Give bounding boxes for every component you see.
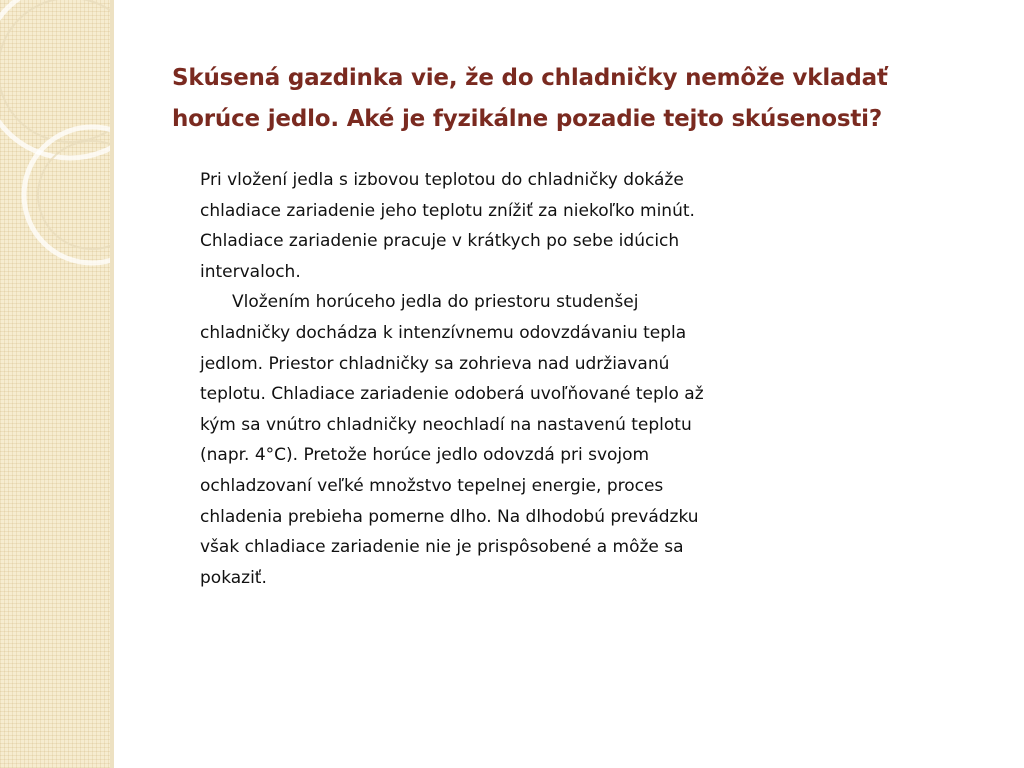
side-panel-edge [110,0,114,768]
body-paragraph-1: Pri vložení jedla s izbovou teplotou do chladničky dokáže chladiace zariadenie jeho teplotu znížiť za niekoľko minút. Chladiace zariadenie pracuje v krátkych po sebe idúcich intervaloch. [200,170,695,282]
slide-title-line-2: horúce jedlo. Aké je fyzikálne pozadie tejto skúsenosti? [172,106,882,132]
slide-title-line-1: Skúsená gazdinka vie, že do chladničky nemôže vkladať [172,65,888,91]
body-paragraph-2: Vložením horúceho jedla do priestoru studenšej chladničky dochádza k intenzívnemu odovzdávaniu tepla jedlom. Priestor chladničky sa zohrieva nad udržiavanú teplotu. Chladiace zariadenie odoberá uvoľňované teplo až kým sa vnútro chladničky neochladí na nastavenú teplotu (napr. 4°C). Pretože horúce jedlo odovzdá pri svojom ochladzovaní veľké množstvo tepelnej energie, proces chladenia prebieha pomerne dlho. Na dlhodobú prevádzku však chladiace zariadenie nie je prispôsobené a môže sa pokaziť. [200,292,704,588]
slide-title [172,58,992,140]
slide-body [200,165,720,593]
decorative-side-panel [0,0,110,768]
decorative-rings-graphic [0,0,110,768]
